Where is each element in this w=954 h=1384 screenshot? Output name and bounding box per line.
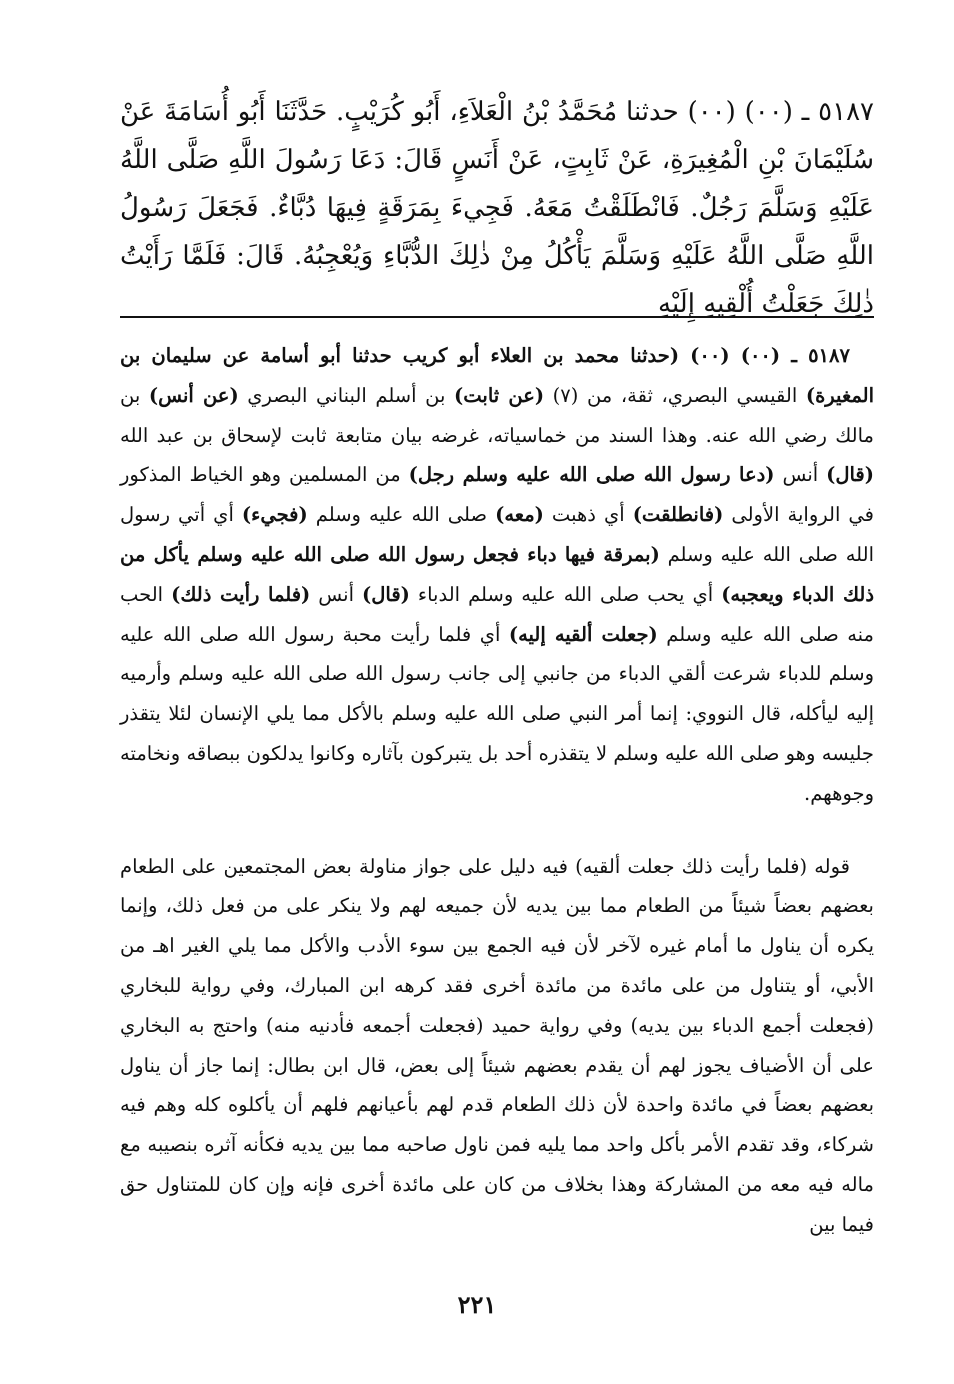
hadith-block [120, 88, 874, 328]
commentary-segment: (عن ثابت) [454, 383, 545, 407]
commentary-paragraph-1 [120, 336, 874, 814]
commentary-segment: (بمرقة فيها دباء فجعل رسول الله صلى الله عليه وسلم يأكل من ذلك الدباء ويعجبه) [120, 542, 875, 606]
commentary-segment: (فجيء) [241, 503, 308, 527]
commentary-segment: أي يحب صلى الله عليه وسلم الدباء [409, 582, 722, 606]
commentary-segment: (قال) [362, 582, 410, 606]
commentary-segment: القيسي البصري، ثقة، من (٧) [544, 383, 806, 407]
commentary-segment: (معه) [495, 503, 544, 527]
commentary-segment: ٥١٨٧ ـ (٠٠) (٠٠) (حدثنا محمد بن العلاء أبو كريب حدثنا أبو أسامة عن سليمان بن المغيرة) [120, 344, 874, 407]
commentary-segment: الحب منه صلى الله عليه وسلم [120, 582, 874, 646]
commentary-segment: من المسلمين وهو الخياط المذكور في الرواية الأولى [120, 463, 875, 527]
commentary-segment: أنس [774, 463, 827, 487]
commentary-segment: أي فلما رأيت محبة رسول الله صلى الله عليه وسلم للدباء شرعت ألقي الدباء من جانبي إلى جانب رسول الله صلى الله عليه وسلم وأرميه إليه ليأكله، قال النووي: إنما أمر النبي صلى الله عليه وسلم بالأكل مما يلي الإنسان لئلا يتقذر جليسه وهو صلى الله عليه وسلم لا يتقذره أحد بل يتبركون بآثاره وكانوا يدلكون ببصاقه ونخامته وجوههم. [120, 622, 874, 805]
commentary-segment: (جعلت ألقيه إليه) [508, 622, 658, 646]
commentary-segment: (فانطلقت) [632, 503, 724, 527]
commentary-segment: (عن أنس) [148, 383, 239, 407]
commentary-segment: صلى الله عليه وسلم [307, 503, 496, 527]
page-number: ٢٢١ [457, 1290, 497, 1319]
commentary-segment: (دعا رسول الله صلى الله عليه وسلم رجل) [408, 463, 775, 487]
commentary-segment: أي أتي رسول الله صلى الله عليه وسلم [120, 503, 874, 566]
commentary-segment: بن مالك رضي الله عنه. وهذا السند من خماسياته، غرضه بيان متابعة ثابت لإسحاق بن عبد الله [120, 383, 874, 447]
commentary-segment: أي ذهبت [543, 503, 633, 527]
commentary-segment: أنس [310, 582, 363, 606]
commentary-segment: (فلما رأيت ذلك) [171, 582, 311, 606]
commentary-segment: بن أسلم البناني البصري [238, 383, 455, 407]
commentary-segment: (قال) [826, 463, 874, 487]
commentary-block [120, 336, 874, 1245]
commentary-paragraph-2: قوله (فلما رأيت ذلك جعلت ألقيه) فيه دليل على جواز مناولة بعض المجتمعين على الطعام بعضهم بعضاً شيئاً من الطعام مما بين يديه لأن جميعه لهم ولا ينكر على من فعل ذلك، وإنما يكره أن يناول ما أمام غيره لآخر لأن فيه الجمع بين سوء الأدب والأكل مما يلي الغير اهـ من الأبي، أو يتناول من على مائدة من مائدة أخرى فقد كرهه ابن المبارك، وفي رواية للبخاري (فجعلت أجمع الدباء بين يديه) وفي رواية حميد (فجعلت أجمعه فأدنيه منه) واحتج به البخاري على أن الأضياف يجوز لهم أن يقدم بعضهم شيئاً إلى بعض، قال ابن بطال: إنما جاز أن يناول بعضهم بعضاً في مائدة واحدة لأن ذلك الطعام قدم لهم بأعيانهم فلهم أن يأكلوه كله وهم فيه شركاء، وقد تقدم الأمر بأكل واحد مما يليه فمن ناول صاحبه مما بين يديه فكأنه آثره بنصيبه مع ماله فيه معه من المشاركة وهذا بخلاف من كان على مائدة أخرى فإنه وإن كان للمتناول حق فيما بين [120, 854, 874, 1236]
hadith-text: ٥١٨٧ ـ (٠٠) (٠٠) حدثنا مُحَمَّدُ بْنُ الْعَلاَءِ، أَبُو كُرَيْبٍ. حَدَّثَنَا أَبُو أُسَامَةَ عَنْ سُلَيْمَانَ بْنِ الْمُغِيرَةِ، عَنْ ثَابِتٍ، عَنْ أَنَسٍ قَالَ: دَعَا رَسُولَ اللَّهِ صَلَّى اللَّهُ عَلَيْهِ وَسَلَّمَ رَجُلٌ. فَانْطَلَقْتُ مَعَهُ. فَجِيءَ بِمَرَقَةٍ فِيهَا دُبَّاءٌ. فَجَعَلَ رَسُولُ اللَّهِ صَلَّى اللَّهُ عَلَيْهِ وَسَلَّمَ يَأْكُلُ مِنْ ذٰلِكَ الدُّبَّاءِ وَيُعْجِبُهُ. قَالَ: فَلَمَّا رَأَيْتُ ذٰلِكَ جَعَلْتُ أُلْقِيهِ إِلَيْهِ [120, 97, 874, 319]
footnote-divider [120, 316, 874, 318]
